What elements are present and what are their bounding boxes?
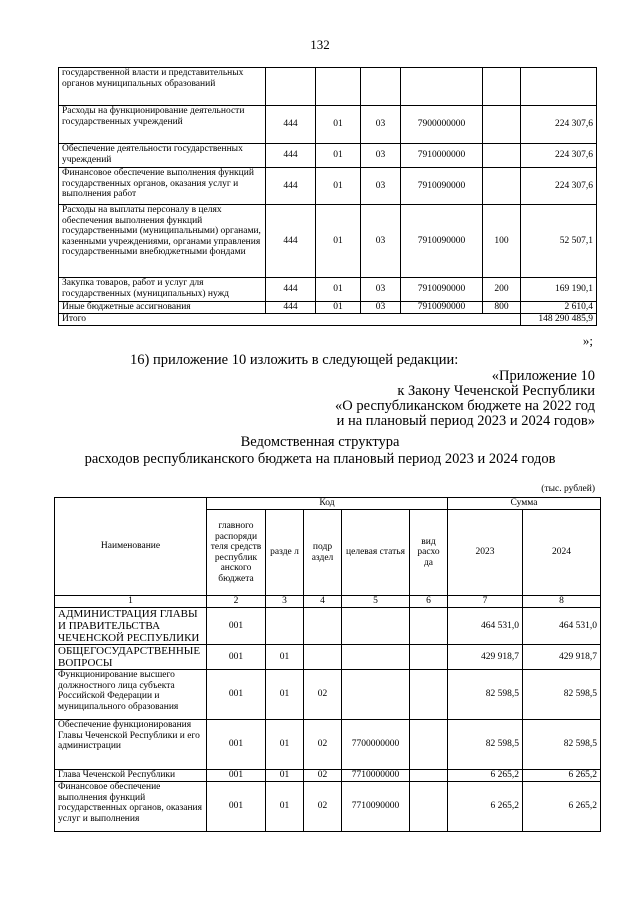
row-name: Расходы на функционирование деятельности государственных учреждений (59, 106, 266, 144)
row-name: АДМИНИСТРАЦИЯ ГЛАВЫ И ПРАВИТЕЛЬСТВА ЧЕЧЕНСКОЙ РЕСПУБЛИКИ (55, 608, 207, 645)
section-code: 01 (266, 720, 304, 770)
units-label: (тыс. рублей) (541, 484, 595, 494)
ministry-code: 001 (207, 782, 266, 832)
section-code: 01 (316, 278, 361, 302)
sum-value: 169 190,1 (521, 278, 597, 302)
header-section: разде л (266, 510, 304, 596)
expense-code: 200 (483, 278, 521, 302)
target-code: 7910000000 (401, 144, 483, 168)
table-row (59, 205, 597, 278)
section-code: 01 (266, 645, 304, 670)
target-code: 7910090000 (401, 168, 483, 205)
expense-code (483, 144, 521, 168)
expense-code (410, 720, 448, 770)
header-ministry: главного распоряди теля средств республик анского бюджета (207, 510, 266, 596)
section-code (266, 608, 304, 645)
page-number: 132 (310, 37, 330, 52)
table-row (59, 68, 597, 106)
expense-code: 800 (483, 302, 521, 314)
section-code: 01 (316, 106, 361, 144)
table-row (59, 106, 597, 144)
value-2023: 6 265,2 (448, 782, 523, 832)
sum-value: 224 307,6 (521, 168, 597, 205)
col-number: 7 (448, 596, 523, 608)
target-code: 7700000000 (342, 720, 410, 770)
sum-value: 2 610,4 (521, 302, 597, 314)
col-number: 2 (207, 596, 266, 608)
expense-code (410, 608, 448, 645)
ministry-code (266, 68, 316, 106)
row-name: Финансовое обеспечение выполнения функций государственных органов, оказания услуг и выполнения (55, 782, 207, 832)
target-code: 7710000000 (342, 770, 410, 782)
expense-code (483, 168, 521, 205)
sum-value (521, 68, 597, 106)
ministry-code: 001 (207, 770, 266, 782)
row-name: Обеспечение деятельности государственных учреждений (59, 144, 266, 168)
subsection-code (361, 68, 401, 106)
expense-code (410, 645, 448, 670)
row-name: Глава Чеченской Республики (55, 770, 207, 782)
heading-line-2: расходов республиканского бюджета на плановый период 2023 и 2024 годов (84, 451, 556, 467)
sum-value: 224 307,6 (521, 144, 597, 168)
target-code (342, 608, 410, 645)
closing-mark: »; (582, 333, 593, 348)
value-2023: 82 598,5 (448, 720, 523, 770)
value-2023: 429 918,7 (448, 645, 523, 670)
table-row (55, 645, 601, 670)
header-expense: вид расхо да (410, 510, 448, 596)
column-number-row (55, 596, 601, 608)
col-number: 6 (410, 596, 448, 608)
header-2023: 2023 (448, 510, 523, 596)
value-2023: 6 265,2 (448, 770, 523, 782)
heading-line-1: Ведомственная структура (240, 434, 400, 450)
table-row (55, 608, 601, 645)
ministry-code: 001 (207, 645, 266, 670)
value-2024: 6 265,2 (523, 770, 601, 782)
value-2024: 82 598,5 (523, 670, 601, 720)
sum-value: 224 307,6 (521, 106, 597, 144)
appendix-line-1: «Приложение 10 (491, 368, 595, 384)
row-name: Функционирование высшего должностного лица субъекта Российской Федерации и муниципального образования (55, 670, 207, 720)
subsection-code: 03 (361, 278, 401, 302)
value-2024: 6 265,2 (523, 782, 601, 832)
subsection-code: 03 (361, 106, 401, 144)
row-name: Закупка товаров, работ и услуг для государственных (муниципальных) нужд (59, 278, 266, 302)
table-row (55, 720, 601, 770)
value-2023: 464 531,0 (448, 608, 523, 645)
budget-table-continued (58, 67, 597, 326)
subsection-code: 03 (361, 205, 401, 278)
subsection-code: 02 (304, 782, 342, 832)
subsection-code: 02 (304, 770, 342, 782)
value-2024: 82 598,5 (523, 720, 601, 770)
header-name: Наименование (55, 498, 207, 596)
table-row (59, 144, 597, 168)
table-row (59, 278, 597, 302)
table-row (59, 302, 597, 314)
expense-code (483, 68, 521, 106)
appendix-caption (335, 369, 595, 429)
appendix-line-2: к Закону Чеченской Республики (397, 383, 595, 399)
total-label: Итого (59, 314, 521, 326)
expense-code (410, 770, 448, 782)
header-subsection: подр аздел (304, 510, 342, 596)
ministry-code: 001 (207, 670, 266, 720)
appendix-line-4: и на плановый период 2023 и 2024 годов» (336, 413, 595, 429)
table-row (55, 770, 601, 782)
row-name: ОБЩЕГОСУДАРСТВЕННЫЕ ВОПРОСЫ (55, 645, 207, 670)
subsection-code (304, 645, 342, 670)
section-code: 01 (316, 302, 361, 314)
col-number: 8 (523, 596, 601, 608)
ministry-code: 001 (207, 720, 266, 770)
table-row (55, 782, 601, 832)
section-heading (0, 434, 640, 468)
target-code (401, 68, 483, 106)
section-code (316, 68, 361, 106)
departmental-structure-table (54, 497, 601, 832)
target-code: 7710090000 (342, 782, 410, 832)
subsection-code: 03 (361, 168, 401, 205)
header-code: Код (207, 498, 448, 510)
table-row (59, 168, 597, 205)
table-total-row (59, 314, 597, 326)
target-code (342, 645, 410, 670)
subsection-code: 02 (304, 670, 342, 720)
ministry-code: 444 (266, 205, 316, 278)
value-2023: 82 598,5 (448, 670, 523, 720)
expense-code (483, 106, 521, 144)
section-code: 01 (316, 205, 361, 278)
section-code: 01 (266, 782, 304, 832)
header-row-1 (55, 498, 601, 510)
ministry-code: 444 (266, 302, 316, 314)
col-number: 5 (342, 596, 410, 608)
expense-code (410, 782, 448, 832)
header-2024: 2024 (523, 510, 601, 596)
col-number: 3 (266, 596, 304, 608)
header-target: целевая статья (342, 510, 410, 596)
row-name: государственной власти и представительных органов муниципальных образований (59, 68, 266, 106)
section-code: 01 (266, 670, 304, 720)
ministry-code: 444 (266, 144, 316, 168)
ministry-code: 444 (266, 168, 316, 205)
appendix-line-3: «О республиканском бюджете на 2022 год (335, 398, 595, 414)
item-16-text: 16) приложение 10 изложить в следующей редакции: (130, 352, 459, 368)
target-code: 7910090000 (401, 302, 483, 314)
row-name: Расходы на выплаты персоналу в целях обеспечения выполнения функций государственными (муниципальными) органами, казенными учреждениями, органами управления государственными внебюджетными фондами (59, 205, 266, 278)
col-number: 4 (304, 596, 342, 608)
subsection-code: 02 (304, 720, 342, 770)
row-name: Финансовое обеспечение выполнения функций государственных органов, оказания услуг и выполнения работ (59, 168, 266, 205)
subsection-code (304, 608, 342, 645)
ministry-code: 001 (207, 608, 266, 645)
ministry-code: 444 (266, 106, 316, 144)
ministry-code: 444 (266, 278, 316, 302)
section-code: 01 (316, 144, 361, 168)
subsection-code: 03 (361, 302, 401, 314)
value-2024: 429 918,7 (523, 645, 601, 670)
target-code: 7910090000 (401, 205, 483, 278)
row-name: Иные бюджетные ассигнования (59, 302, 266, 314)
section-code: 01 (266, 770, 304, 782)
target-code: 7900000000 (401, 106, 483, 144)
expense-code (410, 670, 448, 720)
value-2024: 464 531,0 (523, 608, 601, 645)
expense-code: 100 (483, 205, 521, 278)
section-code: 01 (316, 168, 361, 205)
subsection-code: 03 (361, 144, 401, 168)
table-row (55, 670, 601, 720)
col-number: 1 (55, 596, 207, 608)
total-value: 148 290 485,9 (521, 314, 597, 326)
sum-value: 52 507,1 (521, 205, 597, 278)
header-sum: Сумма (448, 498, 601, 510)
target-code: 7910090000 (401, 278, 483, 302)
row-name: Обеспечение функционирования Главы Чеченской Республики и его администрации (55, 720, 207, 770)
target-code (342, 670, 410, 720)
